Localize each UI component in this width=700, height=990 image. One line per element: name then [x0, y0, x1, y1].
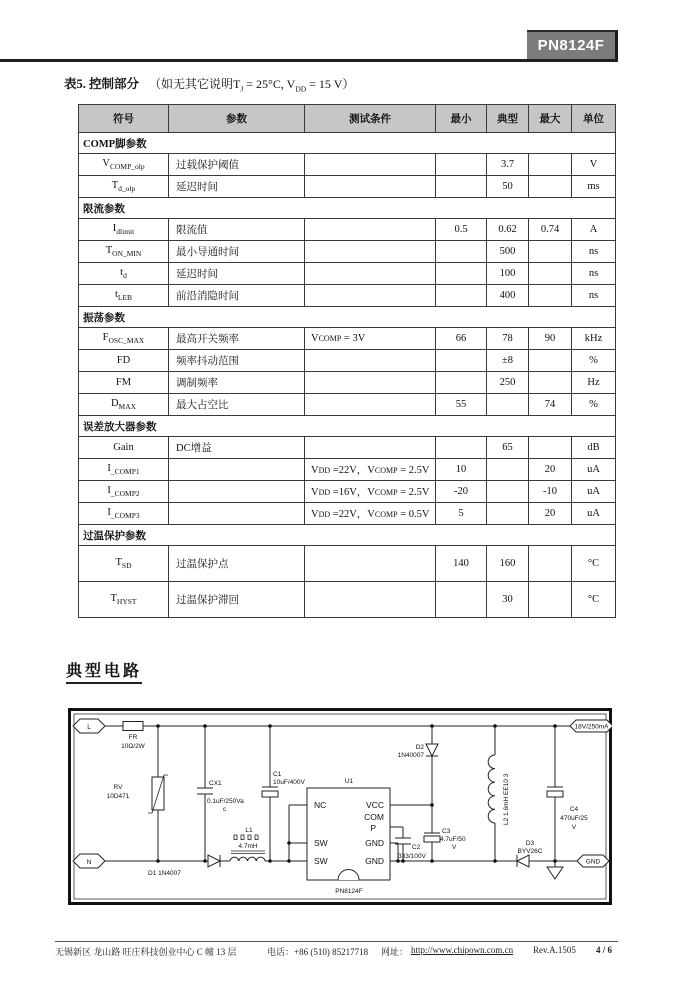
cell-typ — [487, 481, 529, 503]
cell-typ: 30 — [487, 582, 529, 618]
cell-max — [529, 350, 572, 372]
cell-typ — [487, 394, 529, 416]
svg-text:1N40007: 1N40007 — [397, 752, 424, 759]
company-phone: 电话：+86 (510) 85217718 — [267, 947, 369, 957]
cell-parameter — [169, 481, 305, 503]
svg-text:VCC: VCC — [366, 800, 384, 810]
spec-row — [79, 176, 616, 198]
capacitor-c1 — [262, 771, 305, 797]
cell-symbol: $D_{MAX}$ — [79, 394, 169, 416]
capacitor-c3 — [424, 828, 466, 851]
cell-typ: 400 — [487, 285, 529, 307]
cell-parameter: 限流值 — [169, 219, 305, 241]
svg-text:V: V — [452, 844, 457, 851]
svg-text:C3: C3 — [442, 828, 451, 835]
page-number: 4 / 6 — [596, 945, 613, 955]
svg-text:P: P — [370, 823, 376, 833]
cell-max: 74 — [529, 394, 572, 416]
cell-max — [529, 285, 572, 307]
cell-symbol: $V_{COMP\_olp}$ — [79, 154, 169, 176]
cell-condition — [305, 285, 436, 307]
cell-min — [436, 241, 487, 263]
svg-text:SW: SW — [314, 856, 328, 866]
cell-unit: % — [572, 350, 616, 372]
company-address: 无锡新区 龙山路 旺庄科技创业中心 C 幢 13 层 — [55, 947, 237, 957]
section-label: COMP脚参数 — [79, 133, 616, 154]
svg-text:D3: D3 — [525, 840, 535, 847]
terminal-n — [73, 854, 105, 868]
cell-condition: VDD =16V，VCOMP = 2.5V — [305, 481, 436, 503]
capacitor-c4 — [547, 787, 588, 831]
cell-unit: kHz — [572, 328, 616, 350]
cell-parameter: 频率抖动范围 — [169, 350, 305, 372]
cell-unit: °C — [572, 582, 616, 618]
cell-parameter: 延迟时间 — [169, 263, 305, 285]
svg-text:c: c — [223, 806, 227, 813]
spec-row — [79, 219, 616, 241]
cell-symbol: $T_{ON\_MIN}$ — [79, 241, 169, 263]
cell-min — [436, 176, 487, 198]
svg-text:10D471: 10D471 — [106, 793, 130, 800]
header-rule — [0, 59, 618, 62]
terminal-gnd — [577, 855, 609, 867]
cell-symbol: $F_{OSC\_MAX}$ — [79, 328, 169, 350]
cell-typ: 78 — [487, 328, 529, 350]
section-row — [79, 416, 616, 437]
cell-symbol: $I_{dlimit}$ — [79, 219, 169, 241]
cell-condition: VDD =22V，VCOMP = 2.5V — [305, 459, 436, 481]
cell-condition — [305, 176, 436, 198]
cell-symbol: $T_{SD}$ — [79, 546, 169, 582]
cell-symbol: FD — [79, 350, 169, 372]
cell-min — [436, 285, 487, 307]
cell-min — [436, 437, 487, 459]
section-row — [79, 133, 616, 154]
cell-unit: V — [572, 154, 616, 176]
cell-unit: ns — [572, 285, 616, 307]
svg-text:CX1: CX1 — [209, 780, 222, 787]
spec-row — [79, 437, 616, 459]
cell-parameter: 调制频率 — [169, 372, 305, 394]
cell-max: -10 — [529, 481, 572, 503]
svg-text:V: V — [571, 824, 577, 831]
svg-text:COM: COM — [364, 812, 384, 822]
cell-typ — [487, 503, 529, 525]
cell-unit: uA — [572, 503, 616, 525]
cell-typ: 3.7 — [487, 154, 529, 176]
footer-rule — [55, 941, 618, 942]
section-label: 限流参数 — [79, 198, 616, 219]
col-min: 最小 — [436, 105, 487, 133]
table-title: 表5. 控制部分 （如无其它说明$T_J = 25^\circ C$, $V_{DD} = 15$ V） — [64, 77, 355, 94]
cell-parameter: 过温保护滞回 — [169, 582, 305, 618]
cell-max — [529, 263, 572, 285]
cell-parameter: 最大占空比 — [169, 394, 305, 416]
cell-condition — [305, 582, 436, 618]
revision-label: Rev.A.1505 — [533, 945, 576, 955]
spec-row — [79, 285, 616, 307]
cell-condition — [305, 263, 436, 285]
diode-d2 — [398, 744, 438, 759]
cell-condition — [305, 372, 436, 394]
cell-unit: ns — [572, 263, 616, 285]
spec-row — [79, 394, 616, 416]
spec-row — [79, 154, 616, 176]
svg-text:C2: C2 — [412, 844, 421, 851]
cell-min — [436, 350, 487, 372]
cell-condition — [305, 154, 436, 176]
cell-max — [529, 437, 572, 459]
cell-unit: uA — [572, 481, 616, 503]
col-condition: 测试条件 — [305, 105, 436, 133]
cell-parameter — [169, 503, 305, 525]
cell-max: 0.74 — [529, 219, 572, 241]
svg-text:10uF/400V: 10uF/400V — [273, 779, 305, 786]
svg-text:GND: GND — [365, 856, 384, 866]
inductor-l1 — [230, 827, 265, 861]
svg-text:D2: D2 — [415, 744, 424, 751]
spec-row — [79, 582, 616, 618]
svg-text:GND: GND — [585, 858, 601, 866]
control-spec-table — [78, 104, 616, 618]
cell-parameter: 前沿消隐时间 — [169, 285, 305, 307]
cell-unit: Hz — [572, 372, 616, 394]
cell-condition — [305, 350, 436, 372]
svg-text:C1: C1 — [273, 771, 282, 778]
cell-parameter: DC增益 — [169, 437, 305, 459]
cell-min: 140 — [436, 546, 487, 582]
cell-max — [529, 372, 572, 394]
cell-symbol: $I_{\_COMP3}$ — [79, 503, 169, 525]
cell-max — [529, 582, 572, 618]
svg-text:10Ω/2W: 10Ω/2W — [121, 743, 145, 750]
chip-u1-pn8124f — [307, 778, 390, 895]
svg-text:C4: C4 — [569, 806, 579, 813]
diode-d1 — [148, 855, 220, 877]
cell-min — [436, 263, 487, 285]
spec-row — [79, 263, 616, 285]
cell-typ — [487, 459, 529, 481]
terminal-output — [570, 720, 612, 732]
cell-min: 10 — [436, 459, 487, 481]
cell-typ: 65 — [487, 437, 529, 459]
cell-unit: ns — [572, 241, 616, 263]
cell-max — [529, 241, 572, 263]
cell-unit: °C — [572, 546, 616, 582]
table-header-row — [79, 105, 616, 133]
section-row — [79, 307, 616, 328]
cell-min: -20 — [436, 481, 487, 503]
cell-max: 20 — [529, 503, 572, 525]
cell-condition — [305, 546, 436, 582]
typical-circuit-diagram — [68, 708, 612, 905]
svg-text:18V/250mA: 18V/250mA — [574, 723, 609, 731]
spec-row — [79, 503, 616, 525]
spec-row — [79, 241, 616, 263]
cell-unit: dB — [572, 437, 616, 459]
section-label: 误差放大器参数 — [79, 416, 616, 437]
cell-typ: 160 — [487, 546, 529, 582]
cell-min: 5 — [436, 503, 487, 525]
cell-symbol: $T_{d\_olp}$ — [79, 176, 169, 198]
cell-typ: 250 — [487, 372, 529, 394]
capacitor-cx1 — [197, 780, 244, 813]
footer — [0, 945, 700, 965]
cell-condition — [305, 219, 436, 241]
website-link[interactable]: http://www.chipown.com.cn — [411, 945, 514, 955]
svg-text:N: N — [86, 859, 92, 866]
svg-text:FR: FR — [128, 734, 138, 741]
resistor-fr — [121, 722, 146, 751]
spec-row — [79, 328, 616, 350]
cell-symbol: $T_{HYST}$ — [79, 582, 169, 618]
cell-symbol: $I_{\_COMP1}$ — [79, 459, 169, 481]
cell-min — [436, 154, 487, 176]
cell-parameter: 过温保护点 — [169, 546, 305, 582]
col-unit: 单位 — [572, 105, 616, 133]
svg-text:RV: RV — [113, 784, 123, 791]
cell-symbol: $t_d$ — [79, 263, 169, 285]
cell-typ: 500 — [487, 241, 529, 263]
cell-min: 55 — [436, 394, 487, 416]
cell-max — [529, 546, 572, 582]
capacitor-c2 — [395, 838, 426, 860]
svg-text:470uF/25: 470uF/25 — [560, 815, 588, 822]
cell-unit: uA — [572, 459, 616, 481]
section-row — [79, 525, 616, 546]
svg-text:PN8124F: PN8124F — [335, 888, 363, 895]
svg-text:U1: U1 — [344, 778, 354, 785]
spec-row — [79, 459, 616, 481]
svg-text:4.7mH: 4.7mH — [238, 843, 258, 850]
svg-text:BYV26C: BYV26C — [517, 848, 543, 855]
cell-symbol: Gain — [79, 437, 169, 459]
col-typ: 典型 — [487, 105, 529, 133]
cell-min: 0.5 — [436, 219, 487, 241]
inductor-l2 — [488, 755, 510, 825]
website-label: 网址： — [381, 947, 409, 957]
cell-parameter: 延迟时间 — [169, 176, 305, 198]
section-label: 振荡参数 — [79, 307, 616, 328]
svg-text:4.7uF/50: 4.7uF/50 — [440, 836, 466, 843]
cell-typ: ±8 — [487, 350, 529, 372]
cell-condition: VDD =22V，VCOMP = 0.5V — [305, 503, 436, 525]
varistor-rv — [107, 775, 168, 813]
cell-parameter: 最小导通时间 — [169, 241, 305, 263]
cell-unit: ms — [572, 176, 616, 198]
cell-min: 66 — [436, 328, 487, 350]
cell-max — [529, 176, 572, 198]
svg-text:SW: SW — [314, 838, 328, 848]
chip-name-tab: PN8124F — [527, 30, 618, 59]
cell-max — [529, 154, 572, 176]
section-row — [79, 198, 616, 219]
col-parameter: 参数 — [169, 105, 305, 133]
cell-symbol: $I_{\_COMP2}$ — [79, 481, 169, 503]
cell-condition — [305, 437, 436, 459]
cell-max: 20 — [529, 459, 572, 481]
cell-condition — [305, 394, 436, 416]
svg-text:GND: GND — [365, 838, 384, 848]
cell-min — [436, 582, 487, 618]
cell-typ: 100 — [487, 263, 529, 285]
cell-parameter: 最高开关频率 — [169, 328, 305, 350]
circuit-section-heading: 典型电路 — [66, 658, 142, 684]
col-symbol: 符号 — [79, 105, 169, 133]
svg-text:0.1uF/250Va: 0.1uF/250Va — [207, 798, 244, 805]
col-max: 最大 — [529, 105, 572, 133]
cell-min — [436, 372, 487, 394]
cell-symbol: $t_{LEB}$ — [79, 285, 169, 307]
cell-condition — [305, 241, 436, 263]
spec-row — [79, 372, 616, 394]
svg-text:D1 1N4007: D1 1N4007 — [148, 870, 181, 877]
spec-row — [79, 481, 616, 503]
cell-condition: VCOMP = 3V — [305, 328, 436, 350]
cell-unit: A — [572, 219, 616, 241]
cell-max: 90 — [529, 328, 572, 350]
terminal-l — [73, 719, 105, 733]
svg-text:333/100V: 333/100V — [398, 853, 426, 860]
cell-unit: % — [572, 394, 616, 416]
cell-typ: 50 — [487, 176, 529, 198]
svg-text:L: L — [87, 724, 91, 731]
spec-row — [79, 350, 616, 372]
svg-text:NC: NC — [314, 800, 327, 810]
ground-symbol-icon — [547, 867, 563, 879]
cell-symbol: FM — [79, 372, 169, 394]
cell-parameter — [169, 459, 305, 481]
svg-text:L2 1.6mH EE10 3: L2 1.6mH EE10 3 — [503, 773, 510, 825]
svg-text:L1: L1 — [245, 827, 253, 834]
cell-typ: 0.62 — [487, 219, 529, 241]
cell-parameter: 过载保护阈值 — [169, 154, 305, 176]
diode-d3 — [517, 840, 543, 867]
spec-row — [79, 546, 616, 582]
section-label: 过温保护参数 — [79, 525, 616, 546]
